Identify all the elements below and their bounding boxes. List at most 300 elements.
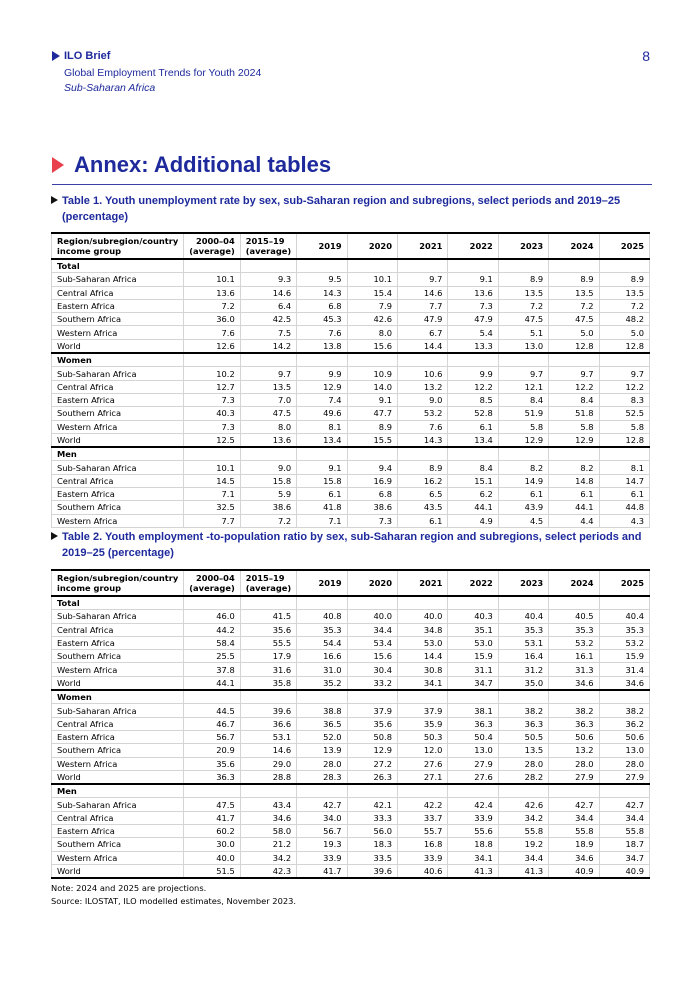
empty-cell (549, 596, 599, 610)
red-triangle-icon (52, 157, 64, 173)
value-cell: 12.2 (448, 380, 498, 393)
value-cell: 14.0 (347, 380, 397, 393)
table-row (52, 326, 650, 339)
value-cell: 40.4 (498, 610, 548, 623)
table-row (52, 757, 650, 770)
column-header-2022: 2022 (448, 570, 498, 596)
value-cell: 38.6 (240, 501, 296, 514)
table-row (52, 501, 650, 514)
value-cell: 9.7 (549, 367, 599, 380)
value-cell: 42.7 (599, 798, 649, 811)
value-cell: 35.2 (297, 676, 347, 690)
table-row (52, 730, 650, 743)
table-row (52, 393, 650, 406)
value-cell: 28.0 (297, 757, 347, 770)
row-label: World (52, 433, 184, 447)
table-row (52, 864, 650, 878)
value-cell: 56.7 (184, 730, 240, 743)
value-cell: 16.4 (498, 650, 548, 663)
row-label: Central Africa (52, 811, 184, 824)
header-row (52, 570, 650, 596)
value-cell: 43.5 (397, 501, 447, 514)
value-cell: 41.5 (240, 610, 296, 623)
value-cell: 40.5 (549, 610, 599, 623)
value-cell: 14.4 (397, 339, 447, 353)
value-cell: 55.7 (397, 825, 447, 838)
value-cell: 7.7 (184, 514, 240, 527)
empty-cell (498, 353, 548, 367)
value-cell: 7.2 (184, 299, 240, 312)
empty-cell (599, 784, 649, 798)
value-cell: 13.5 (498, 744, 548, 757)
value-cell: 7.6 (397, 420, 447, 433)
empty-cell (549, 784, 599, 798)
table-notes (51, 882, 651, 908)
value-cell: 10.6 (397, 367, 447, 380)
row-label: Western Africa (52, 663, 184, 676)
value-cell: 15.4 (347, 286, 397, 299)
value-cell: 28.0 (498, 757, 548, 770)
row-label: Central Africa (52, 717, 184, 730)
column-header-2000-04: 2000–04 (average) (184, 570, 240, 596)
value-cell: 40.3 (448, 610, 498, 623)
table-1 (51, 232, 650, 528)
value-cell: 40.0 (397, 610, 447, 623)
value-cell: 4.5 (498, 514, 548, 527)
value-cell: 30.4 (347, 663, 397, 676)
group-row (52, 259, 650, 273)
value-cell: 13.2 (397, 380, 447, 393)
table-row (52, 488, 650, 501)
column-header-region: Region/subregion/country income group (52, 570, 184, 596)
value-cell: 19.2 (498, 838, 548, 851)
value-cell: 52.0 (297, 730, 347, 743)
value-cell: 7.7 (397, 299, 447, 312)
value-cell: 58.4 (184, 636, 240, 649)
value-cell: 20.9 (184, 744, 240, 757)
value-cell: 6.7 (397, 326, 447, 339)
group-label: Women (52, 353, 184, 367)
value-cell: 50.6 (549, 730, 599, 743)
value-cell: 6.8 (297, 299, 347, 312)
value-cell: 13.6 (240, 433, 296, 447)
value-cell: 4.4 (549, 514, 599, 527)
value-cell: 38.2 (599, 704, 649, 717)
value-cell: 18.3 (347, 838, 397, 851)
group-label: Total (52, 259, 184, 273)
value-cell: 7.2 (498, 299, 548, 312)
empty-cell (240, 353, 296, 367)
value-cell: 8.4 (448, 461, 498, 474)
table-row (52, 474, 650, 487)
value-cell: 31.2 (498, 663, 548, 676)
column-header-2019: 2019 (297, 570, 347, 596)
value-cell: 36.5 (297, 717, 347, 730)
value-cell: 44.2 (184, 623, 240, 636)
value-cell: 7.0 (240, 393, 296, 406)
value-cell: 5.0 (549, 326, 599, 339)
value-cell: 16.8 (397, 838, 447, 851)
value-cell: 34.4 (549, 811, 599, 824)
value-cell: 8.1 (599, 461, 649, 474)
value-cell: 34.2 (240, 851, 296, 864)
value-cell: 27.2 (347, 757, 397, 770)
value-cell: 13.5 (240, 380, 296, 393)
value-cell: 5.8 (549, 420, 599, 433)
row-label: Sub-Saharan Africa (52, 367, 184, 380)
value-cell: 18.9 (549, 838, 599, 851)
column-header-2024: 2024 (549, 233, 599, 259)
value-cell: 13.6 (184, 286, 240, 299)
value-cell: 47.5 (498, 313, 548, 326)
value-cell: 34.7 (448, 676, 498, 690)
value-cell: 9.1 (448, 273, 498, 286)
row-label: Western Africa (52, 326, 184, 339)
empty-cell (549, 690, 599, 704)
value-cell: 53.4 (347, 636, 397, 649)
value-cell: 27.9 (549, 770, 599, 784)
table-row (52, 407, 650, 420)
empty-cell (448, 596, 498, 610)
row-label: Western Africa (52, 514, 184, 527)
row-label: Western Africa (52, 757, 184, 770)
value-cell: 9.4 (347, 461, 397, 474)
row-label: World (52, 864, 184, 878)
value-cell: 36.3 (448, 717, 498, 730)
row-label: Southern Africa (52, 838, 184, 851)
value-cell: 44.5 (184, 704, 240, 717)
row-label: Eastern Africa (52, 636, 184, 649)
table-row (52, 676, 650, 690)
value-cell: 5.8 (599, 420, 649, 433)
value-cell: 42.7 (297, 798, 347, 811)
value-cell: 36.6 (240, 717, 296, 730)
value-cell: 36.3 (184, 770, 240, 784)
empty-cell (297, 353, 347, 367)
empty-cell (549, 353, 599, 367)
column-header-2015-19: 2015–19 (average) (240, 233, 296, 259)
value-cell: 16.2 (397, 474, 447, 487)
value-cell: 42.4 (448, 798, 498, 811)
value-cell: 9.7 (599, 367, 649, 380)
table-row (52, 717, 650, 730)
empty-cell (347, 596, 397, 610)
value-cell: 13.5 (549, 286, 599, 299)
table-row (52, 380, 650, 393)
value-cell: 15.9 (599, 650, 649, 663)
value-cell: 34.0 (297, 811, 347, 824)
value-cell: 34.1 (397, 676, 447, 690)
annex-section (52, 152, 652, 185)
value-cell: 6.1 (549, 488, 599, 501)
value-cell: 12.9 (549, 433, 599, 447)
value-cell: 7.5 (240, 326, 296, 339)
empty-cell (347, 690, 397, 704)
value-cell: 9.5 (297, 273, 347, 286)
document-header (52, 50, 261, 94)
value-cell: 47.5 (240, 407, 296, 420)
value-cell: 40.6 (397, 864, 447, 878)
value-cell: 14.6 (240, 744, 296, 757)
empty-cell (599, 690, 649, 704)
value-cell: 12.7 (184, 380, 240, 393)
value-cell: 13.3 (448, 339, 498, 353)
column-header-2025: 2025 (599, 570, 649, 596)
table-row (52, 367, 650, 380)
value-cell: 28.0 (549, 757, 599, 770)
value-cell: 10.2 (184, 367, 240, 380)
value-cell: 15.9 (448, 650, 498, 663)
table-1-section (51, 193, 651, 528)
value-cell: 19.3 (297, 838, 347, 851)
empty-cell (240, 690, 296, 704)
value-cell: 4.3 (599, 514, 649, 527)
value-cell: 31.6 (240, 663, 296, 676)
value-cell: 27.6 (448, 770, 498, 784)
value-cell: 56.0 (347, 825, 397, 838)
value-cell: 5.9 (240, 488, 296, 501)
value-cell: 53.1 (240, 730, 296, 743)
value-cell: 9.3 (240, 273, 296, 286)
empty-cell (498, 596, 548, 610)
triangle-bullet-icon (51, 196, 58, 204)
row-label: Eastern Africa (52, 730, 184, 743)
value-cell: 49.6 (297, 407, 347, 420)
table-row (52, 623, 650, 636)
value-cell: 34.6 (599, 676, 649, 690)
value-cell: 42.5 (240, 313, 296, 326)
value-cell: 6.5 (397, 488, 447, 501)
value-cell: 6.4 (240, 299, 296, 312)
value-cell: 8.2 (549, 461, 599, 474)
value-cell: 44.1 (549, 501, 599, 514)
value-cell: 13.8 (297, 339, 347, 353)
table-2 (51, 569, 650, 879)
empty-cell (347, 447, 397, 461)
value-cell: 42.7 (549, 798, 599, 811)
value-cell: 41.7 (184, 811, 240, 824)
empty-cell (397, 784, 447, 798)
value-cell: 13.0 (498, 339, 548, 353)
value-cell: 53.1 (498, 636, 548, 649)
value-cell: 16.6 (297, 650, 347, 663)
source-note: Source: ILOSTAT, ILO modelled estimates, November 2023. (51, 896, 297, 907)
value-cell: 9.1 (297, 461, 347, 474)
value-cell: 34.7 (599, 851, 649, 864)
value-cell: 28.2 (498, 770, 548, 784)
value-cell: 10.9 (347, 367, 397, 380)
group-row (52, 596, 650, 610)
value-cell: 9.1 (347, 393, 397, 406)
page-number: 8 (642, 48, 650, 64)
value-cell: 48.2 (599, 313, 649, 326)
value-cell: 37.9 (397, 704, 447, 717)
value-cell: 43.4 (240, 798, 296, 811)
empty-cell (240, 259, 296, 273)
value-cell: 7.2 (599, 299, 649, 312)
value-cell: 28.8 (240, 770, 296, 784)
value-cell: 60.2 (184, 825, 240, 838)
empty-cell (599, 596, 649, 610)
value-cell: 9.9 (448, 367, 498, 380)
triangle-bullet-icon (51, 532, 58, 540)
row-label: Central Africa (52, 623, 184, 636)
value-cell: 15.1 (448, 474, 498, 487)
value-cell: 47.5 (184, 798, 240, 811)
row-label: Central Africa (52, 286, 184, 299)
table-1-caption-text: Table 1. Youth unemployment rate by sex, sub-Saharan region and subregions, select periods and 2019–25 (percentage) (62, 195, 621, 223)
value-cell: 34.6 (549, 851, 599, 864)
empty-cell (297, 784, 347, 798)
value-cell: 35.1 (448, 623, 498, 636)
empty-cell (297, 690, 347, 704)
value-cell: 5.4 (448, 326, 498, 339)
table-1-caption (51, 193, 651, 225)
table-row (52, 286, 650, 299)
empty-cell (240, 447, 296, 461)
value-cell: 36.3 (549, 717, 599, 730)
empty-cell (397, 259, 447, 273)
value-cell: 35.3 (297, 623, 347, 636)
value-cell: 42.1 (347, 798, 397, 811)
table-row (52, 461, 650, 474)
row-label: World (52, 339, 184, 353)
value-cell: 9.7 (397, 273, 447, 286)
value-cell: 44.1 (184, 676, 240, 690)
value-cell: 8.3 (599, 393, 649, 406)
value-cell: 15.5 (347, 433, 397, 447)
column-header-2019: 2019 (297, 233, 347, 259)
value-cell: 52.5 (599, 407, 649, 420)
value-cell: 34.4 (498, 851, 548, 864)
value-cell: 50.5 (498, 730, 548, 743)
empty-cell (184, 596, 240, 610)
value-cell: 55.8 (498, 825, 548, 838)
row-label: Western Africa (52, 851, 184, 864)
value-cell: 58.0 (240, 825, 296, 838)
empty-cell (184, 259, 240, 273)
row-label: Eastern Africa (52, 393, 184, 406)
value-cell: 6.1 (498, 488, 548, 501)
row-label: World (52, 676, 184, 690)
value-cell: 40.9 (549, 864, 599, 878)
table-row (52, 770, 650, 784)
value-cell: 31.0 (297, 663, 347, 676)
report-title: Global Employment Trends for Youth 2024 (64, 67, 262, 79)
value-cell: 55.8 (599, 825, 649, 838)
value-cell: 12.5 (184, 433, 240, 447)
value-cell: 14.3 (297, 286, 347, 299)
group-label: Women (52, 690, 184, 704)
row-label: Central Africa (52, 380, 184, 393)
value-cell: 47.9 (448, 313, 498, 326)
value-cell: 38.1 (448, 704, 498, 717)
brief-title: ILO Brief (64, 50, 111, 62)
value-cell: 47.5 (549, 313, 599, 326)
value-cell: 21.2 (240, 838, 296, 851)
value-cell: 28.3 (297, 770, 347, 784)
empty-cell (347, 784, 397, 798)
value-cell: 14.6 (240, 286, 296, 299)
group-row (52, 447, 650, 461)
value-cell: 10.1 (184, 273, 240, 286)
value-cell: 8.9 (498, 273, 548, 286)
value-cell: 17.9 (240, 650, 296, 663)
value-cell: 14.8 (549, 474, 599, 487)
value-cell: 40.9 (599, 864, 649, 878)
value-cell: 42.6 (498, 798, 548, 811)
value-cell: 50.3 (397, 730, 447, 743)
value-cell: 12.2 (599, 380, 649, 393)
value-cell: 34.6 (240, 811, 296, 824)
value-cell: 7.4 (297, 393, 347, 406)
value-cell: 40.8 (297, 610, 347, 623)
column-header-2023: 2023 (498, 570, 548, 596)
table-2-caption-text: Table 2. Youth employment -to-population ratio by sex, sub-Saharan region and subregions, select periods and 2019–25 (percentage) (62, 531, 642, 559)
value-cell: 13.0 (599, 744, 649, 757)
empty-cell (397, 353, 447, 367)
header-row (52, 233, 650, 259)
value-cell: 53.2 (397, 407, 447, 420)
triangle-bullet-icon (52, 51, 60, 61)
value-cell: 34.8 (397, 623, 447, 636)
value-cell: 6.1 (297, 488, 347, 501)
value-cell: 30.0 (184, 838, 240, 851)
value-cell: 34.6 (549, 676, 599, 690)
column-header-2024: 2024 (549, 570, 599, 596)
column-header-2020: 2020 (347, 233, 397, 259)
empty-cell (240, 596, 296, 610)
value-cell: 7.2 (240, 514, 296, 527)
value-cell: 8.5 (448, 393, 498, 406)
value-cell: 7.3 (448, 299, 498, 312)
empty-cell (184, 784, 240, 798)
value-cell: 14.6 (397, 286, 447, 299)
value-cell: 53.2 (599, 636, 649, 649)
value-cell: 16.1 (549, 650, 599, 663)
brief-label (52, 50, 261, 62)
empty-cell (498, 690, 548, 704)
value-cell: 10.1 (184, 461, 240, 474)
table-row (52, 514, 650, 527)
empty-cell (397, 447, 447, 461)
value-cell: 33.9 (397, 851, 447, 864)
empty-cell (599, 447, 649, 461)
value-cell: 6.8 (347, 488, 397, 501)
value-cell: 47.9 (397, 313, 447, 326)
value-cell: 16.9 (347, 474, 397, 487)
value-cell: 14.4 (397, 650, 447, 663)
value-cell: 9.7 (498, 367, 548, 380)
value-cell: 44.1 (448, 501, 498, 514)
annex-heading (52, 152, 652, 185)
value-cell: 41.7 (297, 864, 347, 878)
value-cell: 38.2 (549, 704, 599, 717)
empty-cell (549, 259, 599, 273)
value-cell: 8.4 (498, 393, 548, 406)
value-cell: 42.3 (240, 864, 296, 878)
value-cell: 27.1 (397, 770, 447, 784)
value-cell: 7.2 (549, 299, 599, 312)
column-header-2000-04: 2000–04 (average) (184, 233, 240, 259)
empty-cell (448, 784, 498, 798)
value-cell: 39.6 (347, 864, 397, 878)
value-cell: 14.5 (184, 474, 240, 487)
value-cell: 43.9 (498, 501, 548, 514)
value-cell: 38.6 (347, 501, 397, 514)
table-row (52, 744, 650, 757)
empty-cell (297, 259, 347, 273)
